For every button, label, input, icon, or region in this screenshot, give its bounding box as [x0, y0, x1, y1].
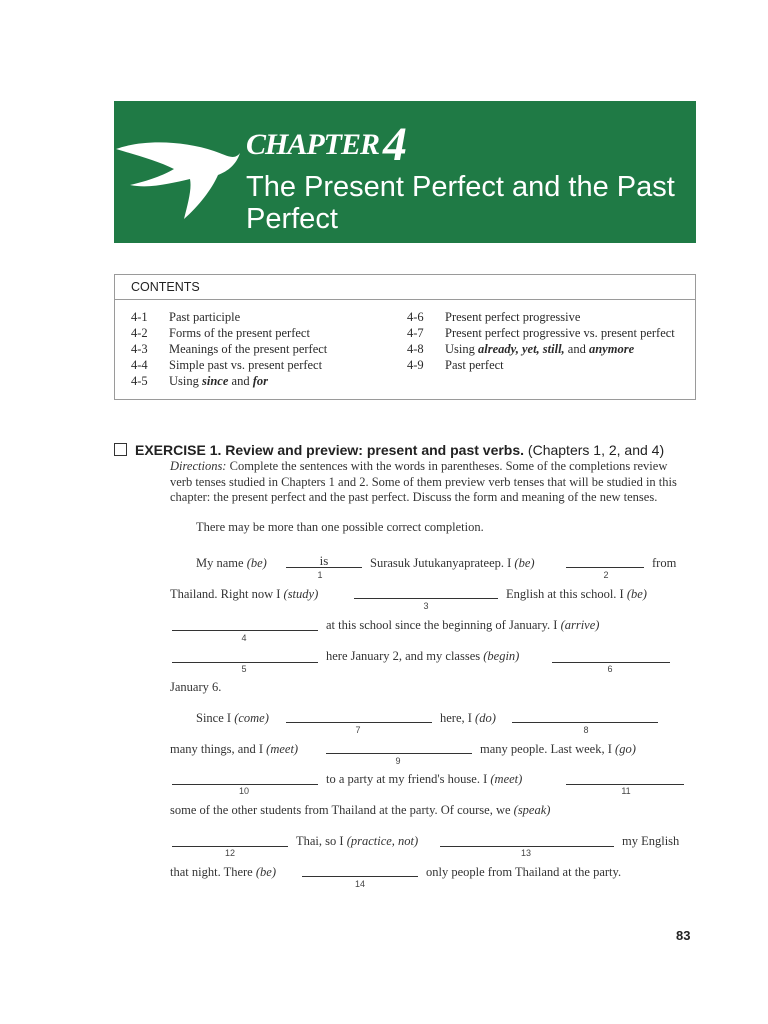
section-title [445, 341, 687, 357]
section-number: 4-7 [407, 326, 424, 340]
contents-item [131, 309, 401, 325]
blank-number: 9 [395, 756, 401, 766]
answer-blank[interactable] [566, 553, 644, 568]
verb-cue: (study) [283, 587, 319, 601]
passage-text [196, 556, 267, 571]
exercise-chapters: (Chapters 1, 2, and 4) [527, 442, 665, 458]
verb-cue: (arrive) [560, 618, 600, 632]
answer-blank[interactable] [302, 862, 418, 877]
passage-text [170, 587, 318, 602]
blank-number: 3 [423, 601, 429, 611]
blank-number: 14 [354, 879, 365, 889]
passage-text [326, 772, 522, 787]
passage-text: from [652, 556, 677, 570]
verb-cue: (speak) [513, 803, 551, 817]
verb-cue: (be) [255, 865, 276, 879]
blank-number: 2 [603, 570, 609, 580]
text: to a party at my friend's house. I [326, 772, 488, 786]
section-number: 4-4 [131, 358, 148, 372]
blank-number: 1 [317, 570, 323, 580]
title-part-emphasis: already, yet, still, [478, 342, 565, 356]
text: here January 2, and my classes [326, 649, 481, 663]
blank-number: 13 [520, 848, 531, 858]
answer-blank[interactable] [172, 770, 318, 785]
answer-blank[interactable] [354, 584, 498, 599]
passage-text: only people from Thailand at the party. [426, 865, 622, 879]
blank-number: 12 [224, 848, 235, 858]
text: many people. Last week, I [480, 742, 612, 756]
section-title: Meanings of the present perfect [169, 342, 328, 356]
swallow-bird-icon [114, 131, 244, 221]
passage-text [480, 742, 636, 757]
text: here, I [440, 711, 472, 725]
blank-number: 5 [241, 664, 247, 674]
contents-item [131, 373, 401, 389]
title-part: and [228, 374, 253, 388]
section-title: Simple past vs. present perfect [169, 358, 323, 372]
title-part: and [564, 342, 589, 356]
exercise-heading [114, 442, 714, 458]
text: Since I [196, 711, 232, 725]
title-part: Using [169, 374, 202, 388]
contents-item [407, 357, 687, 373]
title-part-emphasis: since [202, 374, 229, 388]
answer-blank[interactable] [512, 708, 658, 723]
chapter-banner [114, 101, 696, 243]
section-title [169, 373, 401, 389]
answer-blank[interactable] [172, 648, 318, 663]
contents-left-column [131, 309, 401, 389]
text: Thailand. Right now I [170, 587, 281, 601]
blank-number: 7 [355, 725, 361, 735]
section-number: 4-2 [131, 326, 148, 340]
verb-cue: (practice, not) [346, 834, 419, 848]
exercise-directions [170, 459, 690, 506]
passage-text [326, 649, 519, 664]
answer-blank[interactable]: is [286, 553, 362, 568]
verb-cue: (begin) [483, 649, 520, 663]
verb-cue: (meet) [266, 742, 299, 756]
section-number: 4-3 [131, 342, 148, 356]
text: some of the other students from Thailand at the party. Of course, we [170, 803, 511, 817]
answer-blank[interactable] [172, 616, 318, 631]
text: at this school since the beginning of January. I [326, 618, 558, 632]
section-number: 4-8 [407, 342, 424, 356]
contents-item [131, 357, 401, 373]
section-title: Present perfect progressive vs. present perfect [445, 326, 675, 340]
section-number: 4-9 [407, 358, 424, 372]
blank-number: 8 [583, 725, 589, 735]
section-number: 4-6 [407, 310, 424, 324]
verb-cue: (be) [626, 587, 647, 601]
contents-box [114, 274, 696, 400]
section-title: Past perfect [445, 358, 504, 372]
text: Thai, so I [296, 834, 344, 848]
blank-number: 10 [238, 786, 249, 796]
text: many things, and I [170, 742, 264, 756]
passage-text: my English [622, 834, 680, 848]
page-number: 83 [676, 928, 691, 943]
verb-cue: (come) [234, 711, 269, 725]
contents-item [131, 341, 401, 357]
chapter-title: The Present Perfect and the Past Perfect [246, 171, 675, 235]
exercise-note: There may be more than one possible correct completion. [196, 520, 484, 534]
passage-text [296, 834, 418, 849]
title-part: Using [445, 342, 478, 356]
answer-blank[interactable] [326, 739, 472, 754]
exercise-title: EXERCISE 1. Review and preview: present and past verbs. [135, 442, 525, 458]
contents-header: CONTENTS [115, 275, 695, 300]
section-number: 4-5 [131, 374, 148, 388]
contents-item [407, 325, 687, 341]
answer-blank[interactable] [552, 648, 670, 663]
passage-text [196, 711, 269, 726]
passage-text [170, 742, 298, 757]
blank-number: 4 [241, 633, 247, 643]
text: My name [196, 556, 244, 570]
text: Surasuk Jutukanyaprateep. I [370, 556, 512, 570]
chapter-number: 4 [383, 118, 407, 171]
blank-number: 11 [621, 786, 631, 796]
blank-number: 6 [607, 664, 613, 674]
passage-text [326, 618, 599, 633]
contents-item [407, 341, 687, 357]
text: that night. There [170, 865, 253, 879]
section-number: 4-1 [131, 310, 148, 324]
answer-blank[interactable] [440, 832, 614, 847]
passage-text [440, 711, 496, 726]
verb-cue: (be) [514, 556, 535, 570]
verb-cue: (do) [475, 711, 496, 725]
chapter-label [246, 117, 406, 172]
chapter-word: CHAPTER [246, 128, 380, 161]
passage-text [506, 587, 647, 602]
directions-text: Complete the sentences with the words in parentheses. Some of the completions review verb tenses studied in Chapters 1 and 2. Some of them preview verb tenses that will be studied in this chapter: the present perfect and the past perfect. Discuss the form and meaning of the new tenses. [170, 459, 677, 504]
answer-blank[interactable] [286, 708, 432, 723]
exercise-checkbox[interactable] [114, 443, 127, 456]
section-title: Past participle [169, 310, 241, 324]
section-title: Present perfect progressive [445, 310, 581, 324]
passage-text [170, 803, 550, 818]
section-title: Forms of the present perfect [169, 326, 310, 340]
verb-cue: (be) [246, 556, 267, 570]
title-part-emphasis: anymore [588, 342, 635, 356]
contents-item [407, 309, 687, 325]
contents-right-column [407, 309, 687, 373]
passage-text [370, 556, 535, 571]
verb-cue: (go) [615, 742, 636, 756]
answer-blank[interactable] [566, 770, 684, 785]
text: English at this school. I [506, 587, 624, 601]
contents-item [131, 325, 401, 341]
answer-blank[interactable] [172, 832, 288, 847]
title-part-emphasis: for [252, 374, 268, 388]
directions-label: Directions: [170, 459, 227, 473]
passage-text [170, 865, 276, 880]
verb-cue: (meet) [490, 772, 523, 786]
passage-text: January 6. [170, 680, 222, 694]
